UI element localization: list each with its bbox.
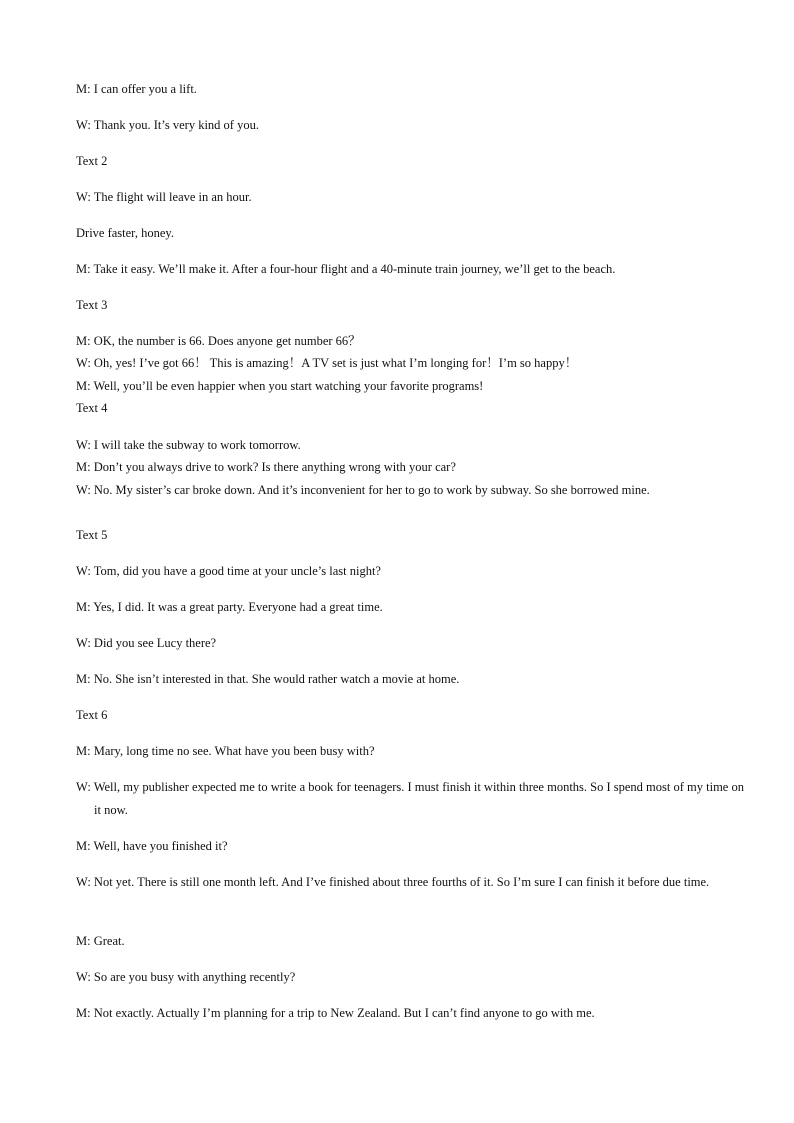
- section-heading: Text 2: [76, 154, 108, 168]
- dialogue-line: W: Did you see Lucy there?: [76, 636, 217, 650]
- dialogue-line: M: Great.: [76, 934, 125, 948]
- section-heading: Text 4: [76, 401, 108, 415]
- dialogue-line: W: I will take the subway to work tomorrow.: [76, 438, 301, 452]
- dialogue-line: W: No. My sister’s car broke down. And it’s inconvenient for her to go to work by subway. So she borrowed mine.: [76, 483, 650, 497]
- dialogue-line: W: So are you busy with anything recently?: [76, 970, 296, 984]
- dialogue-line: M: Well, have you finished it?: [76, 839, 228, 853]
- dialogue-line: M: I can offer you a lift.: [76, 82, 197, 96]
- dialogue-line: M: No. She isn’t interested in that. She would rather watch a movie at home.: [76, 672, 460, 686]
- dialogue-line: M: Well, you’ll be even happier when you start watching your favorite programs!: [76, 379, 484, 393]
- section-heading: Text 3: [76, 298, 108, 312]
- dialogue-line: M: Take it easy. We’ll make it. After a four-hour flight and a 40-minute train journey, we’ll get to the beach.: [76, 262, 616, 276]
- dialogue-line: M: Mary, long time no see. What have you been busy with?: [76, 744, 375, 758]
- dialogue-line: Drive faster, honey.: [76, 226, 174, 240]
- section-heading: Text 6: [76, 708, 108, 722]
- dialogue-line: W: Not yet. There is still one month left. And I’ve finished about three fourths of it. So I’m sure I can finish it before due time.: [76, 875, 710, 889]
- dialogue-line: M: Don’t you always drive to work? Is there anything wrong with your car?: [76, 460, 456, 474]
- dialogue-line: M: Yes, I did. It was a great party. Everyone had a great time.: [76, 600, 383, 614]
- dialogue-line: W: Thank you. It’s very kind of you.: [76, 118, 259, 132]
- dialogue-line: W: Well, my publisher expected me to write a book for teenagers. I must finish it within three months. So I spend most of my time on it now.: [76, 780, 744, 817]
- dialogue-line: W: The flight will leave in an hour.: [76, 190, 252, 204]
- dialogue-line: W: Tom, did you have a good time at your uncle’s last night?: [76, 564, 381, 578]
- dialogue-line: M: OK, the number is 66. Does anyone get number 66？: [76, 334, 361, 348]
- section-heading: Text 5: [76, 528, 108, 542]
- dialogue-line: W: Oh, yes! I’ve got 66！ This is amazing！A TV set is just what I’m longing for！I’m so happy！: [76, 356, 578, 370]
- dialogue-line: M: Not exactly. Actually I’m planning for a trip to New Zealand. But I can’t find anyone to go with me.: [76, 1006, 595, 1020]
